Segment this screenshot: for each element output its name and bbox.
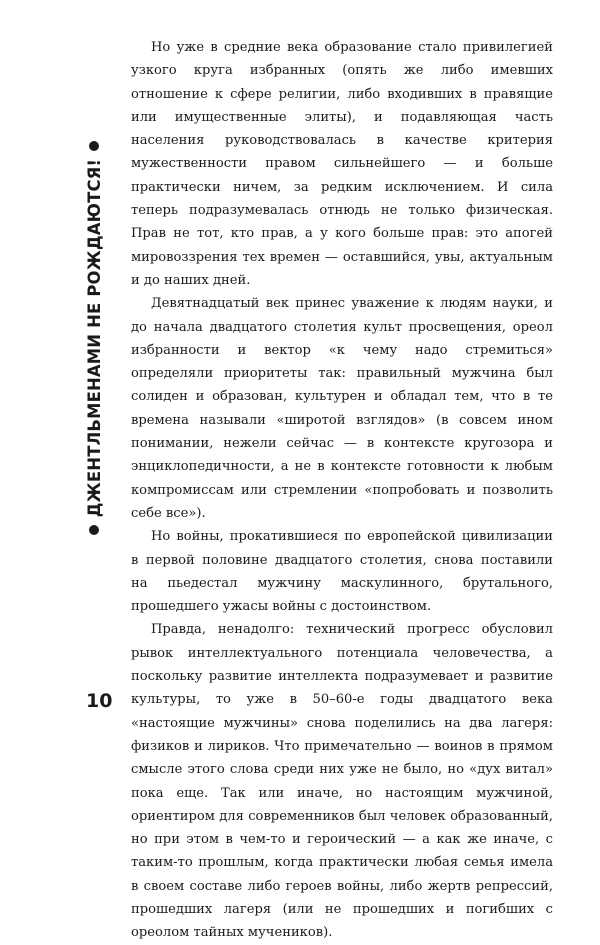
page-number: 10 [86, 690, 113, 712]
bullet-dot-icon [89, 141, 99, 151]
bullet-dot-icon [89, 525, 99, 535]
paragraph: Но уже в средние века образование стало привилегией узкого круга избранных (опять же либо имевших отношение к сфере религии, либо входивших в правящие или имущественные элиты), и подавляющая часть населения руководствовалась в качестве критерия мужественности правом сильнейшего — и больше практически ничем, за редким исключением. И сила теперь подразумевалась отнюдь не только физическая. Прав не тот, кто прав, а у кого больше прав: это апогей мировоззрения тех времен — оставшийся, увы, актуальным и до наших дней. [131, 40, 553, 288]
book-title: ДЖЕНТЛЬМЕНАМИ НЕ РОЖДАЮТСЯ! [84, 158, 104, 518]
running-header [78, 30, 110, 646]
paragraph: Правда, ненадолго: технический прогресс обусловил рывок интеллектуального потенциала человечества, а поскольку развитие интеллекта подразумевает и развитие культуры, то уже в 50–60-е годы двадцатого века «настоящие мужчины» снова поделились на два лагеря: физиков и лириков. Что примечательно — воинов в прямом смысле этого слова среди них уже не было, но «дух витал» пока еще. Так или иначе, но настоящим мужчиной, ориентиром для современников был человек образованный, но при этом в чем-то и героический — а как же иначе, с таким-то прошлым, когда практически любая семья имела в своем составе либо героев войны, либо жертв репрессий, прошедших лагеря (или не прошедших и погибших с ореолом тайных мучеников). [131, 622, 553, 941]
paragraph: Девятнадцатый век принес уважение к людям науки, и до начала двадцатого столетия культ просвещения, ореол избранности и вектор «к чему надо стремиться» определяли приоритеты так: правильный мужчина был солиден и образован, культурен и обладал тем, что в те времена называли «широтой взглядов» (в совсем ином понимании, нежели сейчас — в контексте кругозора и энциклопедичности, а не в контексте готовности к любым компромиссам или стремлении «попробовать и позволить себе все»). [131, 296, 553, 521]
body-text [131, 36, 553, 945]
paragraph: Но войны, прокатившиеся по европейской цивилизации в первой половине двадцатого столетия, снова поставили на пьедестал мужчину маскулинного, брутального, прошедшего ужасы войны с достоинством. [131, 529, 553, 615]
